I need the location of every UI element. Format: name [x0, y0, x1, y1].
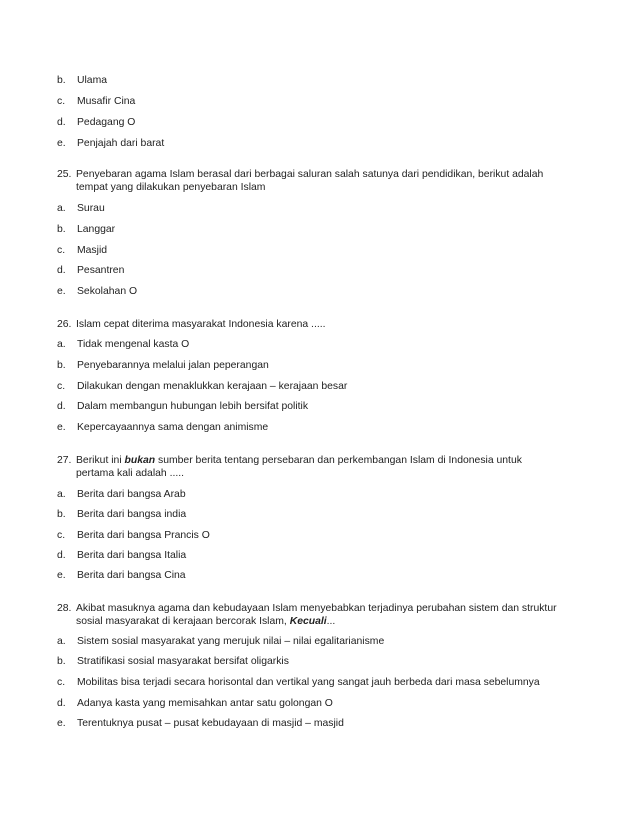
option-row	[57, 549, 186, 562]
question-number: 25.	[57, 169, 72, 180]
option-text: Penyebarannya melalui jalan peperangan	[77, 360, 269, 371]
option-letter: c.	[57, 245, 66, 256]
option-row	[57, 717, 344, 730]
option-text: Surau	[77, 203, 105, 214]
option-text: Kepercayaannya sama dengan animisme	[77, 422, 269, 433]
option-row	[57, 223, 115, 236]
question-text-post: ...	[326, 616, 336, 627]
question-28-stem	[57, 602, 557, 615]
option-letter: d.	[57, 698, 66, 709]
option-row	[57, 676, 540, 689]
option-text: Berita dari bangsa Prancis O	[77, 530, 210, 541]
option-letter: d.	[57, 401, 66, 412]
option-row	[57, 488, 186, 501]
option-text: Musafir Cina	[77, 96, 136, 107]
option-text: Langgar	[77, 224, 116, 235]
option-letter: a.	[57, 339, 66, 350]
option-text: Berita dari bangsa india	[77, 509, 187, 520]
question-text-pre: Berikut ini	[76, 455, 125, 466]
option-text: Berita dari bangsa Cina	[77, 570, 186, 581]
option-row	[57, 529, 210, 542]
option-letter: d.	[57, 550, 66, 561]
question-26-stem	[57, 318, 326, 331]
option-letter: a.	[57, 636, 66, 647]
option-letter: b.	[57, 509, 66, 520]
option-row	[57, 508, 186, 521]
question-25-stem-line2: tempat yang dilakukan penyebaran Islam	[76, 182, 266, 193]
option-letter: e.	[57, 570, 66, 581]
option-text: Stratifikasi sosial masyarakat bersifat oligarkis	[77, 656, 289, 667]
option-letter: e.	[57, 422, 66, 433]
question-28-stem-line2	[76, 615, 335, 628]
option-text: Dilakukan dengan menaklukkan kerajaan – kerajaan besar	[77, 381, 348, 392]
question-27-stem-line2: pertama kali adalah .....	[76, 468, 185, 479]
option-text: Berita dari bangsa Italia	[77, 550, 187, 561]
option-letter: e.	[57, 138, 66, 149]
option-text: Pedagang O	[77, 117, 136, 128]
option-text: Masjid	[77, 245, 108, 256]
question-text: Islam cepat diterima masyarakat Indonesia karena .....	[76, 319, 326, 330]
question-number: 27.	[57, 455, 72, 466]
option-letter: e.	[57, 718, 66, 729]
option-letter: c.	[57, 677, 66, 688]
option-letter: c.	[57, 530, 66, 541]
option-letter: e.	[57, 286, 66, 297]
option-letter: a.	[57, 489, 66, 500]
option-row	[57, 95, 135, 108]
question-emphasis: bukan	[124, 455, 156, 466]
option-letter: d.	[57, 265, 66, 276]
option-row	[57, 359, 269, 372]
question-number: 26.	[57, 319, 72, 330]
option-text: Mobilitas bisa terjadi secara horisontal dan vertikal yang sangat jauh berbeda dari masa sebelumnya	[77, 677, 540, 688]
option-text: Tidak mengenal kasta O	[77, 339, 190, 350]
option-letter: c.	[57, 96, 66, 107]
option-row	[57, 655, 289, 668]
option-row	[57, 635, 384, 648]
option-letter: b.	[57, 656, 66, 667]
option-letter: a.	[57, 203, 66, 214]
option-text: Penjajah dari barat	[77, 138, 165, 149]
option-row	[57, 421, 268, 434]
option-text: Berita dari bangsa Arab	[77, 489, 186, 500]
option-row	[57, 264, 124, 277]
option-row	[57, 400, 308, 413]
option-letter: b.	[57, 75, 66, 86]
option-letter: b.	[57, 360, 66, 371]
option-row	[57, 202, 105, 215]
question-text: Penyebaran agama Islam berasal dari berbagai saluran salah satunya dari pendidikan, berikut adalah	[76, 169, 544, 180]
option-text: Ulama	[77, 75, 108, 86]
option-row	[57, 380, 347, 393]
question-27-stem	[57, 454, 522, 467]
question-text-pre: sosial masyarakat di kerajaan bercorak Islam,	[76, 616, 290, 627]
question-text: Akibat masuknya agama dan kebudayaan Islam menyebabkan terjadinya perubahan sistem dan struktur	[76, 603, 557, 614]
option-row	[57, 244, 107, 257]
option-text: Terentuknya pusat – pusat kebudayaan di masjid – masjid	[77, 718, 344, 729]
option-text: Pesantren	[77, 265, 125, 276]
option-row	[57, 569, 186, 582]
option-row	[57, 285, 137, 298]
option-text: Sistem sosial masyarakat yang merujuk nilai – nilai egalitarianisme	[77, 636, 385, 647]
option-row	[57, 74, 107, 87]
question-emphasis: Kecuali	[289, 616, 327, 627]
option-text: Dalam membangun hubungan lebih bersifat politik	[77, 401, 309, 412]
option-letter: c.	[57, 381, 66, 392]
question-number: 28.	[57, 603, 72, 614]
option-letter: d.	[57, 117, 66, 128]
option-text: Sekolahan O	[77, 286, 138, 297]
question-text-post: sumber berita tentang persebaran dan perkembangan Islam di Indonesia untuk	[155, 455, 522, 466]
option-row	[57, 116, 135, 129]
option-row	[57, 338, 189, 351]
option-row	[57, 697, 333, 710]
option-row	[57, 137, 164, 150]
option-text: Adanya kasta yang memisahkan antar satu golongan O	[77, 698, 333, 709]
option-letter: b.	[57, 224, 66, 235]
question-25-stem	[57, 168, 543, 181]
